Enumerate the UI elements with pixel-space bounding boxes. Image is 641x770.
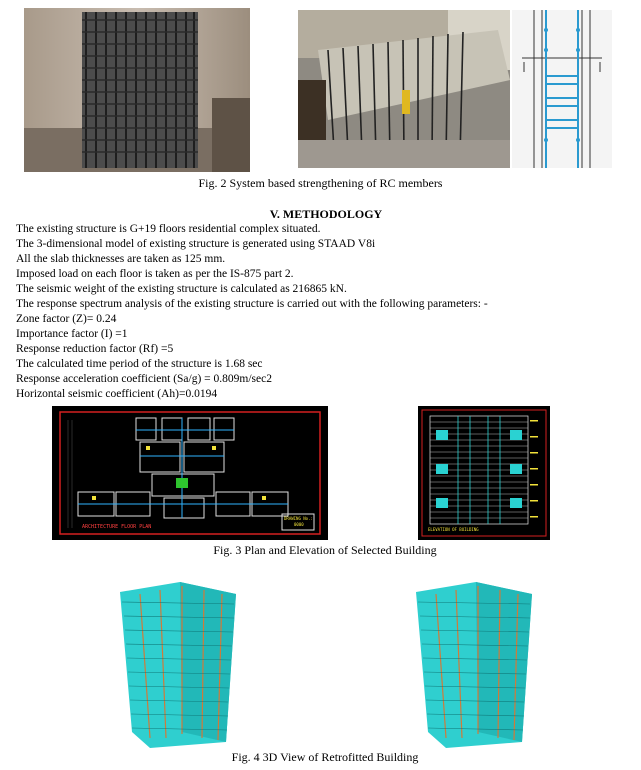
text-line: All the slab thicknesses are taken as 125 mm.: [16, 253, 226, 265]
text-line: Zone factor (Z)= 0.24: [16, 313, 117, 325]
fig3-floor-plan-drawing: [52, 406, 328, 540]
fig2-photo-column-jacket: [298, 10, 510, 168]
text-line: The response spectrum analysis of the existing structure is carried out with the following parameters: -: [16, 298, 488, 310]
plan-stamp-line2: 0000: [294, 522, 304, 527]
section-heading: V. METHODOLOGY: [269, 207, 383, 221]
text-line: The seismic weight of the existing structure is calculated as 216865 kN.: [16, 283, 347, 295]
text-line: Imposed load on each floor is taken as per the IS-875 part 2.: [16, 268, 294, 280]
plan-title: ARCHITECTURE FLOOR PLAN: [82, 524, 152, 530]
elevation-title: ELEVATION OF BUILDING: [428, 527, 479, 532]
text-line: Response acceleration coefficient (Sa/g) = 0.809m/sec2: [16, 373, 272, 385]
text-line: Horizontal seismic coefficient (Ah)=0.0194: [16, 388, 218, 400]
fig3-elevation-drawing: [418, 406, 550, 540]
fig2-caption: Fig. 2 System based strengthening of RC members: [198, 176, 443, 190]
plan-stamp-line1: DRAWING No.:: [284, 516, 313, 521]
fig4-caption: Fig. 4 3D View of Retrofitted Building: [231, 750, 419, 764]
methodology-text: [16, 222, 636, 402]
fig2-photo-rebar-cage: [24, 8, 250, 172]
fig4-3d-model-right: [406, 572, 536, 748]
text-line: Importance factor (I) =1: [16, 328, 128, 340]
fig4-3d-model-left: [110, 572, 240, 748]
text-line: The 3-dimensional model of existing structure is generated using STAAD V8i: [16, 238, 376, 250]
fig2-drawing-reinforcement-detail: [512, 10, 612, 168]
text-line: The calculated time period of the structure is 1.68 sec: [16, 358, 263, 370]
text-line: Response reduction factor (Rf) =5: [16, 343, 174, 355]
fig3-caption: Fig. 3 Plan and Elevation of Selected Building: [213, 543, 437, 557]
text-line: The existing structure is G+19 floors residential complex situated.: [16, 223, 321, 235]
